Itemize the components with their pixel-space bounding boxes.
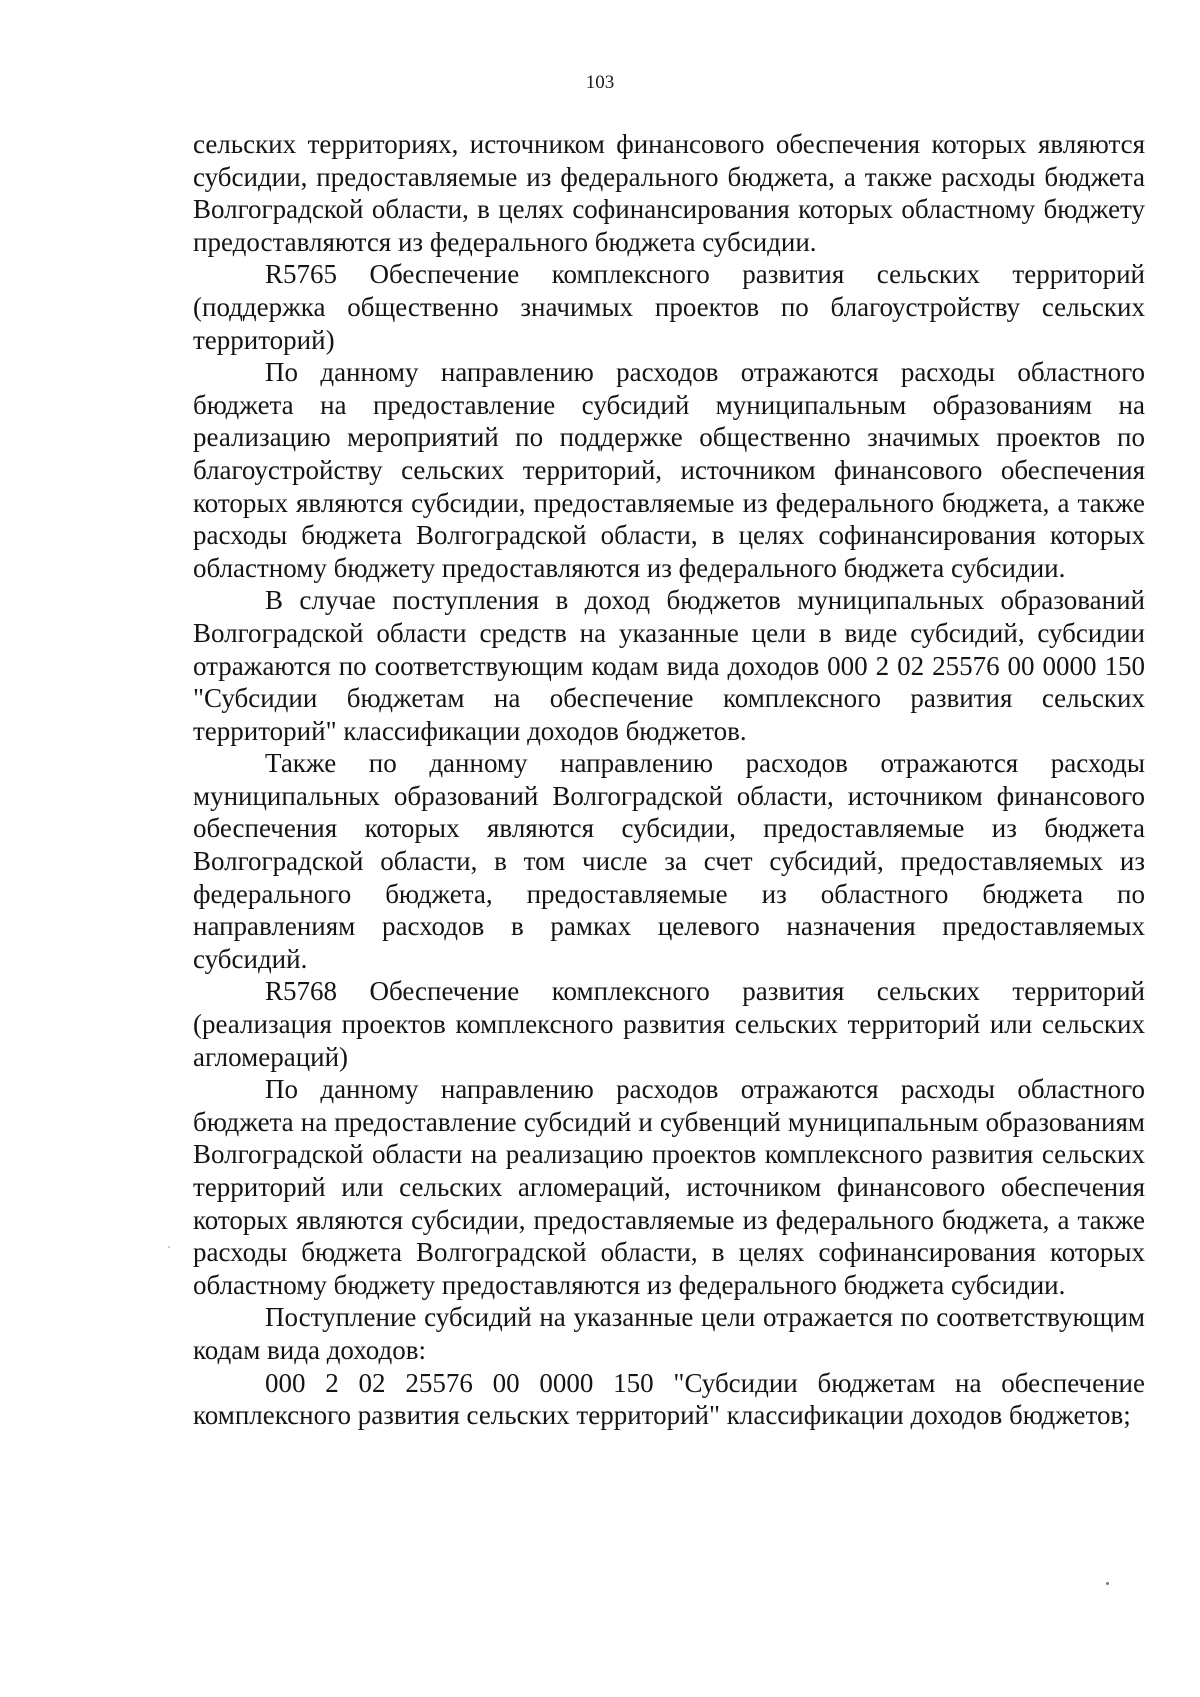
scan-speck	[1106, 1582, 1109, 1585]
section-heading-r5765: R5765 Обеспечение комплексного развития сельских территорий (поддержка общественно значимых проектов по благоустройству сельских территорий)	[193, 259, 1145, 355]
scan-speck	[168, 1246, 170, 1248]
paragraph: По данному направлению расходов отражаются расходы областного бюджета на предоставление субсидий и субвенций муниципальным образованиям Волгоградской области на реализацию проектов комплексного развития сельских территорий или сельских агломераций, источником финансового обеспечения которых являются субсидии, предоставляемые из федерального бюджета, а также расходы бюджета Волгоградской области, в целях софинансирования которых областному бюджету предоставляются из федерального бюджета субсидии.	[193, 1074, 1145, 1300]
section-heading-r5768: R5768 Обеспечение комплексного развития сельских территорий (реализация проектов комплексного развития сельских территорий или сельских агломераций)	[193, 976, 1145, 1072]
paragraph: Поступление субсидий на указанные цели отражается по соответствующим кодам вида доходов:	[193, 1302, 1145, 1365]
paragraph: Также по данному направлению расходов отражаются расходы муниципальных образований Волгоградской области, источником финансового обеспечения которых являются субсидии, предоставляемые из бюджета Волгоградской области, в том числе за счет субсидий, предоставляемых из федерального бюджета, предоставляемые из областного бюджета по направлениям расходов в рамках целевого назначения предоставляемых субсидий.	[193, 748, 1145, 974]
document-body	[193, 128, 1145, 1432]
paragraph: 000 2 02 25576 00 0000 150 "Субсидии бюджетам на обеспечение комплексного развития сельских территорий" классификации доходов бюджетов;	[193, 1367, 1145, 1431]
page-number: 103	[585, 72, 615, 93]
paragraph: По данному направлению расходов отражаются расходы областного бюджета на предоставление субсидий муниципальным образованиям на реализацию мероприятий по поддержке общественно значимых проектов по благоустройству сельских территорий, источником финансового обеспечения которых являются субсидии, предоставляемые из федерального бюджета, а также расходы бюджета Волгоградской области, в целях софинансирования которых областному бюджету предоставляются из федерального бюджета субсидии.	[193, 357, 1145, 583]
paragraph-continuation: сельских территориях, источником финансового обеспечения которых являются субсидии, предоставляемые из федерального бюджета, а также расходы бюджета Волгоградской области, в целях софинансирования которых областному бюджету предоставляются из федерального бюджета субсидии.	[193, 129, 1145, 257]
paragraph: В случае поступления в доход бюджетов муниципальных образований Волгоградской области средств на указанные цели в виде субсидий, субсидии отражаются по соответствующим кодам вида доходов 000 2 02 25576 00 0000 150 "Субсидии бюджетам на обеспечение комплексного развития сельских территорий" классификации доходов бюджетов.	[193, 585, 1145, 746]
